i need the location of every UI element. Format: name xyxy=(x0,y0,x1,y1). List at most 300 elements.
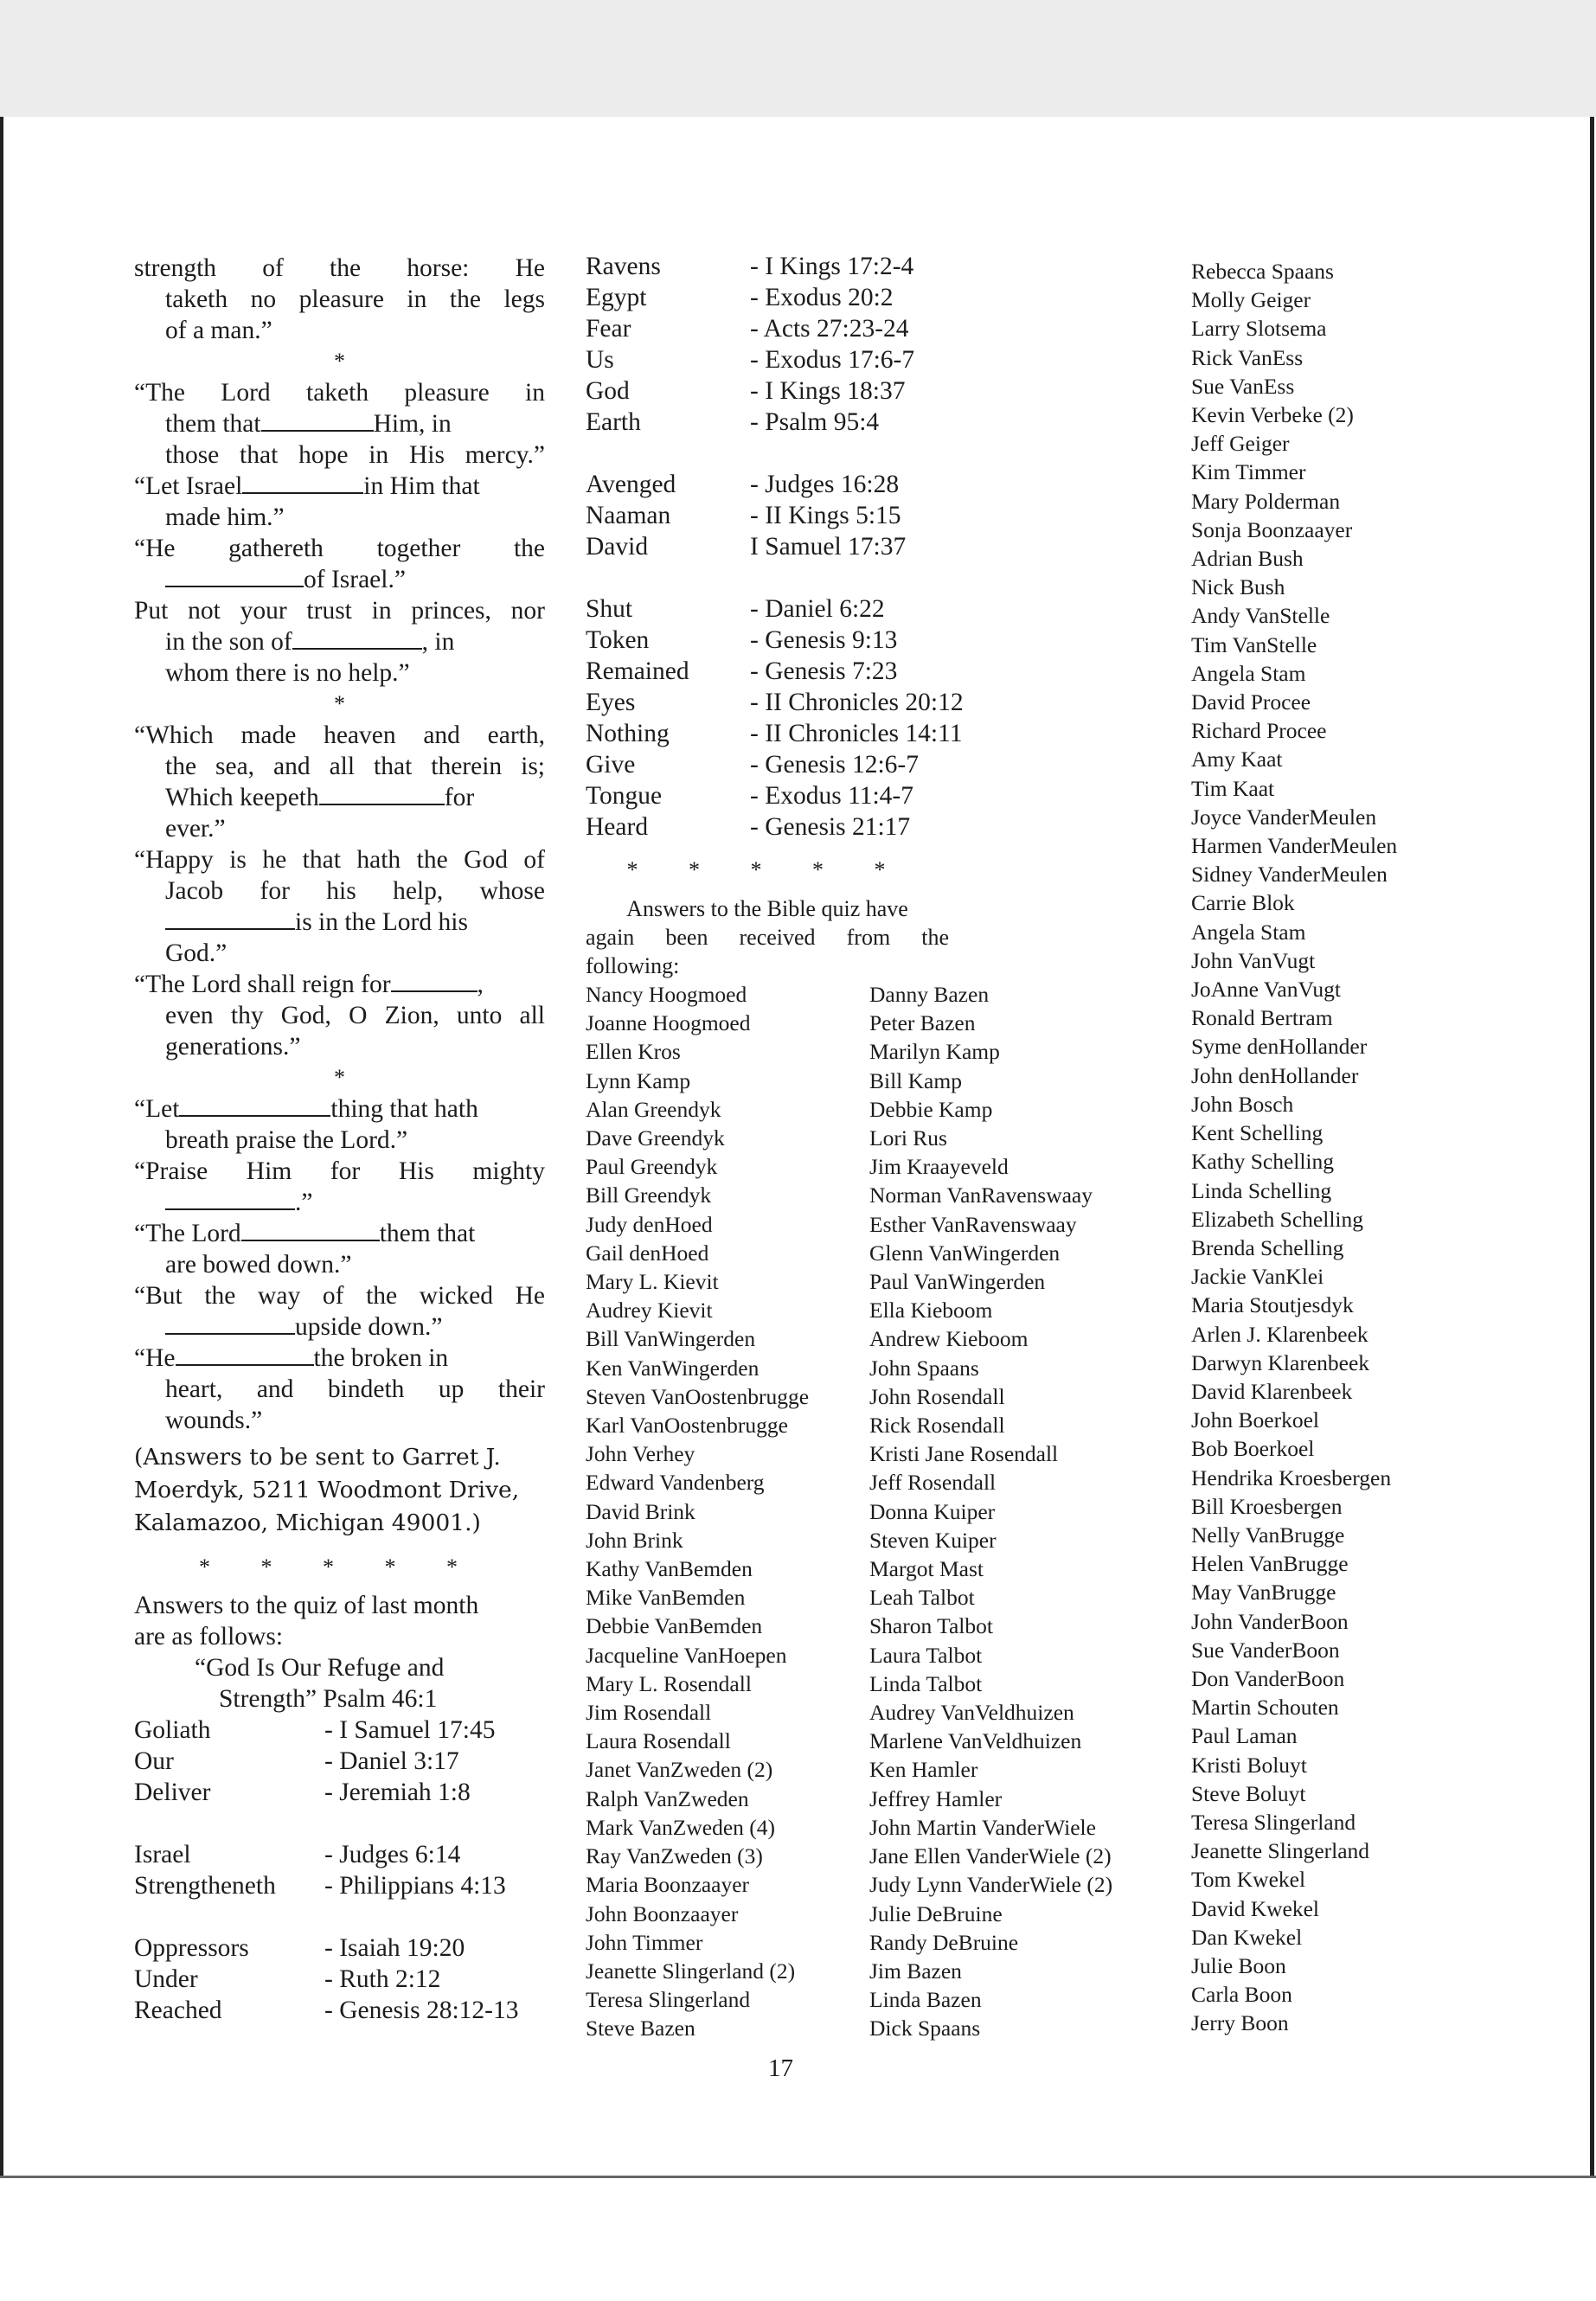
verse-line: are bowed down.” xyxy=(165,1251,352,1279)
list-item: Julie Boon xyxy=(1191,1952,1286,1978)
verse-line: the sea, and all that therein is; xyxy=(165,753,545,780)
list-item: John Boerkoel xyxy=(1191,1407,1320,1433)
list-item: Joyce VanderMeulen xyxy=(1191,804,1377,830)
fill-blank xyxy=(176,1345,314,1366)
answer-word: Us xyxy=(586,346,614,374)
list-item: Norman VanRavenswaay xyxy=(869,1183,1093,1208)
list-item: John Boonzaayer xyxy=(586,1900,739,1926)
answer-word: Under xyxy=(134,1965,198,1993)
list-item: John Spaans xyxy=(869,1355,979,1381)
answer-ref: - Genesis 12:6-7 xyxy=(750,751,919,779)
list-item: Maria Stoutjesdyk xyxy=(1191,1292,1354,1318)
list-item: Andy VanStelle xyxy=(1191,603,1330,629)
list-item: Kathy Schelling xyxy=(1191,1149,1335,1175)
verse-text: is in the Lord his xyxy=(295,908,468,936)
list-item: Ronald Bertram xyxy=(1191,1005,1333,1031)
verse-line: God.” xyxy=(165,939,228,967)
verse-line: wounds.” xyxy=(165,1407,263,1434)
answer-ref: - II Kings 5:15 xyxy=(750,502,901,529)
list-item: Don VanderBoon xyxy=(1191,1665,1345,1691)
answer-group-2 xyxy=(586,469,1187,562)
list-item: Kristi Jane Rosendall xyxy=(869,1441,1059,1467)
answer-ref: I Samuel 17:37 xyxy=(750,533,907,561)
list-item: Ken VanWingerden xyxy=(586,1355,760,1381)
list-item: Danny Bazen xyxy=(869,982,990,1007)
list-item: Bill Greendyk xyxy=(586,1183,712,1208)
list-item: Nelly VanBrugge xyxy=(1191,1522,1345,1548)
verse-line xyxy=(134,969,545,1000)
list-item: Larry Slotsema xyxy=(1191,316,1327,342)
list-item: Debbie Kamp xyxy=(869,1096,993,1122)
fill-blank xyxy=(179,1096,330,1117)
list-item: Adrian Bush xyxy=(1191,546,1304,572)
answer-word: Reached xyxy=(134,1997,222,2024)
answer-word: Tongue xyxy=(586,782,663,810)
list-item: Andrew Kieboom xyxy=(869,1326,1029,1352)
list-item: Maria Boonzaayer xyxy=(586,1872,750,1898)
list-item: Kristi Boluyt xyxy=(1191,1752,1307,1778)
answer-row xyxy=(586,500,1187,531)
fill-blank xyxy=(165,1189,295,1210)
list-item: David Klarenbeek xyxy=(1191,1378,1353,1404)
answers-intro-line: Answers to the quiz of last month xyxy=(134,1592,479,1619)
list-item: Edward Vandenberg xyxy=(586,1470,765,1496)
list-item: Jim Bazen xyxy=(869,1958,962,1984)
list-item: Hendrika Kroesbergen xyxy=(1191,1465,1392,1490)
fill-blank xyxy=(165,909,295,930)
answer-ref: - I Samuel 17:45 xyxy=(324,1716,496,1744)
list-item: Nick Bush xyxy=(1191,574,1285,600)
list-item: Jeff Rosendall xyxy=(869,1470,997,1496)
answer-ref: - Daniel 3:17 xyxy=(324,1747,459,1775)
verse-text: them that xyxy=(379,1220,476,1247)
separator-star: * xyxy=(334,691,345,716)
answer-row xyxy=(586,375,1187,407)
verse-text: the broken in xyxy=(313,1344,449,1372)
column-answers-and-names xyxy=(586,251,1187,2043)
verse-line xyxy=(134,782,545,813)
spacer xyxy=(586,438,1187,469)
list-item: Esther VanRavenswaay xyxy=(869,1211,1077,1237)
list-item: Teresa Slingerland xyxy=(586,1987,751,2013)
verse-text: “The Lord xyxy=(134,1220,241,1247)
answer-word: Token xyxy=(586,626,650,654)
list-item: Paul Laman xyxy=(1191,1723,1298,1749)
answer-word: Egypt xyxy=(586,284,647,311)
list-item: John Verhey xyxy=(586,1441,695,1467)
list-item: Dick Spaans xyxy=(869,2016,981,2041)
verse-line: “The Lord taketh pleasure in xyxy=(134,379,545,407)
answer-row xyxy=(134,1746,545,1777)
list-item: Tim VanStelle xyxy=(1191,631,1317,657)
answer-word: Strengtheneth xyxy=(134,1872,276,1900)
answer-row xyxy=(134,1932,545,1964)
list-item: Kent Schelling xyxy=(1191,1120,1324,1146)
list-item: Laura Rosendall xyxy=(586,1728,731,1754)
verse-text: “He xyxy=(134,1344,176,1372)
answer-word: Deliver xyxy=(134,1779,211,1806)
list-item: Dan Kwekel xyxy=(1191,1924,1303,1950)
answer-ref: - Judges 16:28 xyxy=(750,471,900,498)
list-item: Sidney VanderMeulen xyxy=(1191,862,1388,888)
answer-word: Avenged xyxy=(586,471,676,498)
list-item: Rick Rosendall xyxy=(869,1413,1005,1439)
answer-row xyxy=(586,344,1187,375)
list-item: Paul VanWingerden xyxy=(869,1269,1046,1295)
list-item: Steve Bazen xyxy=(586,2016,695,2041)
list-item: Julie DeBruine xyxy=(869,1900,1003,1926)
answer-row xyxy=(586,313,1187,344)
list-item: Mike VanBemden xyxy=(586,1585,746,1611)
answer-word: Earth xyxy=(586,408,641,436)
list-item: Carrie Blok xyxy=(1191,890,1295,916)
list-item: Jane Ellen VanderWiele (2) xyxy=(869,1843,1112,1869)
list-item: Jerry Boon xyxy=(1191,2010,1289,2036)
list-item: Audrey Kievit xyxy=(586,1298,713,1324)
list-item: Amy Kaat xyxy=(1191,747,1283,772)
answer-ref: - I Kings 18:37 xyxy=(750,377,906,405)
list-item: Jacqueline VanHoepen xyxy=(586,1642,787,1668)
list-item: Linda Talbot xyxy=(869,1670,983,1696)
answers-group-1 xyxy=(134,1715,545,1808)
answer-ref: - Exodus 20:2 xyxy=(750,284,894,311)
list-item: Judy denHoed xyxy=(586,1211,713,1237)
verse-text: , in xyxy=(421,628,455,656)
scan-left-edge xyxy=(0,117,3,2176)
fill-blank xyxy=(261,411,374,432)
list-item: May VanBrugge xyxy=(1191,1580,1336,1606)
list-item: Jackie VanKlei xyxy=(1191,1264,1324,1290)
answer-word: Give xyxy=(586,751,636,779)
list-item: John Rosendall xyxy=(869,1383,1005,1409)
verse-line: heart, and bindeth up their xyxy=(165,1375,545,1403)
list-item: Brenda Schelling xyxy=(1191,1234,1344,1260)
list-item: Laura Talbot xyxy=(869,1642,983,1668)
list-item: Rebecca Spaans xyxy=(1191,259,1334,284)
column-verses xyxy=(134,253,545,2026)
answer-word: God xyxy=(586,377,630,405)
verse-text: thing that hath xyxy=(330,1095,478,1123)
list-item: Tom Kwekel xyxy=(1191,1867,1306,1893)
list-item: Lynn Kamp xyxy=(586,1067,691,1093)
list-item: Nancy Hoogmoed xyxy=(586,982,747,1007)
separator-star: * xyxy=(334,1065,345,1090)
answer-row xyxy=(586,780,1187,811)
list-item: Jeanette Slingerland xyxy=(1191,1838,1370,1864)
list-item: Mark VanZweden (4) xyxy=(586,1814,776,1840)
verse-line: “Happy is he that hath the God of xyxy=(134,846,545,874)
list-item: Jeff Geiger xyxy=(1191,431,1290,457)
list-item: Sue VanEss xyxy=(1191,373,1295,399)
verse-text: upside down.” xyxy=(295,1313,443,1341)
answer-row xyxy=(586,749,1187,780)
list-item: Linda Schelling xyxy=(1191,1177,1332,1203)
list-item: Gail denHoed xyxy=(586,1240,709,1266)
answer-ref: - II Chronicles 20:12 xyxy=(750,689,964,716)
list-item: Syme denHollander xyxy=(1191,1034,1368,1060)
answer-row xyxy=(586,718,1187,749)
fill-blank xyxy=(165,1314,295,1335)
list-item: Debbie VanBemden xyxy=(586,1613,763,1639)
list-item: Ralph VanZweden xyxy=(586,1785,749,1811)
answer-row xyxy=(134,1777,545,1808)
verse-line xyxy=(134,1093,545,1125)
list-item: John VanVugt xyxy=(1191,947,1316,973)
list-item: Marilyn Kamp xyxy=(869,1039,1000,1065)
answer-word: Heard xyxy=(586,813,649,841)
verse-text: for xyxy=(444,784,475,811)
list-item: John Martin VanderWiele xyxy=(869,1814,1096,1840)
verse-line: “Praise Him for His mighty xyxy=(134,1157,545,1185)
answer-ref: - Jeremiah 1:8 xyxy=(324,1779,471,1806)
list-item: Steve Boluyt xyxy=(1191,1780,1306,1806)
list-item: Audrey VanVeldhuizen xyxy=(869,1700,1074,1726)
answer-ref: - Judges 6:14 xyxy=(324,1841,461,1868)
answer-group-1 xyxy=(586,251,1187,438)
list-item: Tim Kaat xyxy=(1191,775,1275,801)
section-divider-stars: * * * * * xyxy=(199,1554,480,1580)
verse-line: taketh no pleasure in the legs xyxy=(165,285,545,313)
list-item: Martin Schouten xyxy=(1191,1695,1339,1721)
list-item: Karl VanOostenbrugge xyxy=(586,1413,788,1439)
answer-row xyxy=(586,811,1187,843)
list-item: Richard Procee xyxy=(1191,718,1327,744)
list-item: Carla Boon xyxy=(1191,1982,1292,2008)
list-item: Bill Kroesbergen xyxy=(1191,1493,1343,1519)
verse-line xyxy=(134,564,545,595)
list-item: Ella Kieboom xyxy=(869,1298,993,1324)
verse-line xyxy=(134,907,545,938)
answers-group-3 xyxy=(134,1932,545,2026)
list-item: Bob Boerkoel xyxy=(1191,1436,1315,1462)
list-item: Lori Rus xyxy=(869,1125,947,1151)
verse-line xyxy=(134,471,545,502)
answer-ref: - Philippians 4:13 xyxy=(324,1872,506,1900)
spacer xyxy=(134,1808,545,1839)
answer-row xyxy=(586,625,1187,656)
list-item: Donna Kuiper xyxy=(869,1498,996,1524)
answer-group-3 xyxy=(586,593,1187,843)
list-item: Mary L. Kievit xyxy=(586,1269,719,1295)
verse-text: of Israel.” xyxy=(304,566,406,593)
verse-line: “He gathereth together the xyxy=(134,535,545,562)
list-item: Steven Kuiper xyxy=(869,1527,997,1553)
answer-word: Ravens xyxy=(586,253,661,280)
list-item: Margot Mast xyxy=(869,1556,984,1582)
intro-line: Answers to the Bible quiz have xyxy=(626,896,908,921)
list-item: Angela Stam xyxy=(1191,919,1306,945)
list-item: Sharon Talbot xyxy=(869,1613,993,1639)
fill-blank xyxy=(292,629,422,650)
names-list-right xyxy=(869,980,1112,2043)
page-number: 17 xyxy=(768,2054,793,2082)
respondent-names xyxy=(586,980,1187,2043)
quiz-title: “God Is Our Refuge and xyxy=(195,1654,445,1682)
answer-ref: - II Chronicles 14:11 xyxy=(750,720,963,747)
answers-intro-line: are as follows: xyxy=(134,1623,284,1650)
list-item: Molly Geiger xyxy=(1191,287,1311,313)
list-item: Elizabeth Schelling xyxy=(1191,1206,1363,1232)
verse-line xyxy=(134,408,545,439)
list-item: Ken Hamler xyxy=(869,1757,978,1783)
answer-row xyxy=(134,1839,545,1870)
fill-blank xyxy=(391,971,478,992)
list-item: Marlene VanVeldhuizen xyxy=(869,1728,1082,1754)
verse-line: strength of the horse: He xyxy=(134,254,545,282)
answer-word: Fear xyxy=(586,315,631,343)
answer-ref: - I Kings 17:2-4 xyxy=(750,253,914,280)
answer-ref: - Genesis 28:12-13 xyxy=(324,1997,519,2024)
verse-text: them that xyxy=(165,410,261,438)
verse-text: in the son of xyxy=(165,628,292,656)
verse-line: ever.” xyxy=(165,815,226,843)
separator-star: * xyxy=(334,349,345,374)
answer-ref: - Exodus 11:4-7 xyxy=(750,782,913,810)
note-line: (Answers to be sent to Garret J. xyxy=(134,1444,501,1471)
verse-text: Which keepeth xyxy=(165,784,319,811)
answer-ref: - Genesis 21:17 xyxy=(750,813,911,841)
answer-word: Israel xyxy=(134,1841,191,1868)
verse-line: Put not your trust in princes, nor xyxy=(134,597,545,625)
answer-ref: - Ruth 2:12 xyxy=(324,1965,441,1993)
list-item: Mary L. Rosendall xyxy=(586,1670,752,1696)
answer-word: Goliath xyxy=(134,1716,211,1744)
list-item: Jim Kraayeveld xyxy=(869,1154,1009,1180)
list-item: David Kwekel xyxy=(1191,1895,1319,1921)
note-line: Kalamazoo, Michigan 49001.) xyxy=(134,1509,481,1536)
received-intro xyxy=(586,894,949,980)
answer-word: Oppressors xyxy=(134,1934,249,1962)
answer-ref: - Daniel 6:22 xyxy=(750,595,885,623)
verse-line: those that hope in His mercy.” xyxy=(165,441,545,469)
answer-row xyxy=(586,469,1187,500)
list-item: Sonja Boonzaayer xyxy=(1191,516,1353,542)
answer-row xyxy=(586,687,1187,718)
answer-row xyxy=(586,656,1187,687)
answer-row xyxy=(134,1870,545,1901)
verse-line xyxy=(134,626,545,657)
list-item: Jim Rosendall xyxy=(586,1700,712,1726)
send-answers-note xyxy=(134,1441,545,1540)
quiz-title: Strength” Psalm 46:1 xyxy=(219,1685,438,1713)
verse-line: “Which made heaven and earth, xyxy=(134,721,545,749)
answer-ref: - Acts 27:23-24 xyxy=(750,315,909,343)
list-item: Kathy VanBemden xyxy=(586,1556,753,1582)
list-item: John Timmer xyxy=(586,1929,703,1955)
list-item: Teresa Slingerland xyxy=(1191,1809,1356,1835)
answer-ref: - Psalm 95:4 xyxy=(750,408,880,436)
verse-line: “But the way of the wicked He xyxy=(134,1282,545,1310)
verse-text: “Let xyxy=(134,1095,180,1123)
answer-ref: - Genesis 9:13 xyxy=(750,626,898,654)
list-item: Jeffrey Hamler xyxy=(869,1785,1003,1811)
fill-blank xyxy=(165,567,304,587)
list-item: Randy DeBruine xyxy=(869,1929,1019,1955)
verse-text: “Let Israel xyxy=(134,472,243,500)
fill-blank xyxy=(319,785,445,805)
list-item: Paul Greendyk xyxy=(586,1154,718,1180)
answer-word: Our xyxy=(134,1747,174,1775)
answer-row xyxy=(586,531,1187,562)
list-item: Janet VanZweden (2) xyxy=(586,1757,773,1783)
list-item: Leah Talbot xyxy=(869,1585,975,1611)
list-item: Darwyn Klarenbeek xyxy=(1191,1349,1370,1375)
section-divider-stars: * * * * * xyxy=(626,857,908,882)
answer-row xyxy=(586,251,1187,282)
list-item: Rick VanEss xyxy=(1191,344,1304,370)
spacer xyxy=(134,1901,545,1932)
list-item: John VanderBoon xyxy=(1191,1608,1349,1634)
answer-row xyxy=(134,1715,545,1746)
list-item: Judy Lynn VanderWiele (2) xyxy=(869,1872,1113,1898)
verse-line: made him.” xyxy=(165,503,285,531)
list-item: Helen VanBrugge xyxy=(1191,1551,1349,1577)
intro-line: again been received from the xyxy=(586,925,949,950)
list-item: John denHollander xyxy=(1191,1062,1359,1088)
list-item: David Procee xyxy=(1191,689,1311,715)
list-item: Kevin Verbeke (2) xyxy=(1191,402,1354,428)
verse-line: whom there is no help.” xyxy=(165,659,410,687)
list-item: Joanne Hoogmoed xyxy=(586,1010,751,1036)
verse-line: of a man.” xyxy=(165,317,272,344)
names-list-left xyxy=(586,980,869,2043)
verse-text: “The Lord shall reign for xyxy=(134,971,391,998)
list-item: Harmen VanderMeulen xyxy=(1191,833,1398,859)
answer-word: Naaman xyxy=(586,502,671,529)
answer-row xyxy=(586,282,1187,313)
list-item: David Brink xyxy=(586,1498,695,1524)
list-item: Dave Greendyk xyxy=(586,1125,725,1151)
list-item: John Bosch xyxy=(1191,1091,1294,1117)
verse-line xyxy=(134,1218,545,1249)
answer-row xyxy=(134,1995,545,2026)
list-item: John Brink xyxy=(586,1527,683,1553)
answer-row xyxy=(586,407,1187,438)
verse-line: breath praise the Lord.” xyxy=(165,1126,408,1154)
list-item: Bill Kamp xyxy=(869,1067,962,1093)
list-item: Mary Polderman xyxy=(1191,488,1341,514)
list-item: Steven VanOostenbrugge xyxy=(586,1383,810,1409)
list-item: Bill VanWingerden xyxy=(586,1326,756,1352)
answer-word: Remained xyxy=(586,657,689,685)
list-item: Kim Timmer xyxy=(1191,459,1306,485)
list-item: Peter Bazen xyxy=(869,1010,976,1036)
answers-group-2 xyxy=(134,1839,545,1901)
list-item: Ray VanZweden (3) xyxy=(586,1843,763,1869)
list-item: Linda Bazen xyxy=(869,1987,982,2013)
list-item: Sue VanderBoon xyxy=(1191,1637,1340,1663)
intro-line: following: xyxy=(586,953,680,978)
answer-row xyxy=(586,593,1187,625)
spacer xyxy=(586,562,1187,593)
answer-row xyxy=(134,1964,545,1995)
verse-line: Jacob for his help, whose xyxy=(165,877,545,905)
verse-line xyxy=(134,1311,545,1343)
list-item: Angela Stam xyxy=(1191,660,1306,686)
answer-word: Nothing xyxy=(586,720,670,747)
answer-ref: - Exodus 17:6-7 xyxy=(750,346,915,374)
scan-bottom-edge xyxy=(0,2176,1596,2178)
answer-word: Eyes xyxy=(586,689,636,716)
names-column-right xyxy=(1191,257,1572,2038)
verse-line: generations.” xyxy=(165,1033,301,1061)
verse-line xyxy=(134,1343,545,1374)
list-item: Arlen J. Klarenbeek xyxy=(1191,1321,1368,1347)
fill-blank xyxy=(241,1221,380,1241)
list-item: Jeanette Slingerland (2) xyxy=(586,1958,796,1984)
list-item: Alan Greendyk xyxy=(586,1096,721,1122)
list-item: Glenn VanWingerden xyxy=(869,1240,1061,1266)
